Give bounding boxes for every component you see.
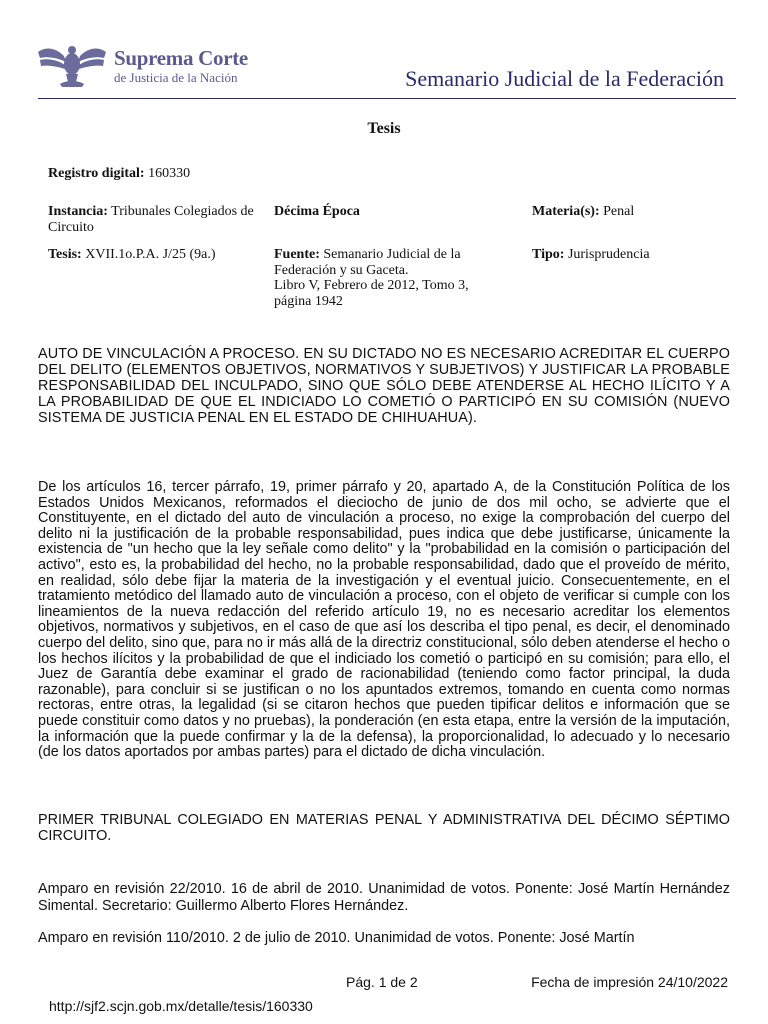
scjn-logo	[36, 42, 276, 92]
tesis-label: Tesis:	[48, 247, 82, 262]
source-url-link[interactable]: http://sjf2.scjn.gob.mx/detalle/tesis/160330	[49, 998, 313, 1014]
print-date: Fecha de impresión 24/10/2022	[531, 974, 728, 990]
tesis-rubro: AUTO DE VINCULACIÓN A PROCESO. EN SU DICTADO NO ES NECESARIO ACREDITAR EL CUERPO DEL DELITO (ELEMENTOS OBJETIVOS, NORMATIVOS Y SUBJETIVOS) Y JUSTIFICAR LA PROBABLE RESPONSABILIDAD DEL INCULPADO, SINO QUE SÓLO DEBE ATENDERSE AL HECHO ILÍCITO Y A LA PROBABILIDAD DE QUE EL INDICIADO LO COMETIÓ O PARTICIPÓ EN SU COMISIÓN (NUEVO SISTEMA DE JUSTICIA PENAL EN EL ESTADO DE CHIHUAHUA).	[38, 346, 730, 426]
fuente-value-detail: Libro V, Febrero de 2012, Tomo 3, página 1942	[274, 278, 469, 309]
tesis-number	[48, 247, 215, 263]
eagle-emblem-icon	[36, 42, 108, 88]
registro-label: Registro digital:	[48, 166, 145, 181]
instancia-value: Tribunales Colegiados de Circuito	[48, 204, 254, 235]
logo-title: Suprema Corte	[114, 46, 248, 70]
precedent-item: Amparo en revisión 22/2010. 16 de abril de 2010. Unanimidad de votos. Ponente: José Martín Hernández Simental. Secretario: Guillermo Alberto Flores Hernández.	[38, 881, 730, 914]
tesis-value: XVII.1o.P.A. J/25 (9a.)	[85, 247, 216, 262]
epoca-label: Décima Época	[274, 204, 360, 219]
logo-subtitle: de Justicia de la Nación	[114, 70, 238, 85]
materia-value: Penal	[603, 204, 635, 219]
tipo	[532, 247, 650, 263]
fuente	[274, 247, 500, 309]
header-divider	[38, 98, 736, 99]
site-title: Semanario Judicial de la Federación	[405, 66, 724, 91]
tipo-value: Jurisprudencia	[567, 247, 650, 262]
epoca	[274, 204, 360, 220]
document-title: Tesis	[367, 120, 401, 137]
precedent-item: Amparo en revisión 110/2010. 2 de julio de 2010. Unanimidad de votos. Ponente: José Martín	[38, 930, 635, 946]
page-number: Pág. 1 de 2	[346, 974, 418, 990]
tipo-label: Tipo:	[532, 247, 565, 262]
registro-value: 160330	[148, 166, 191, 181]
materia	[532, 204, 634, 220]
instancia	[48, 204, 264, 235]
tesis-body: De los artículos 16, tercer párrafo, 19, primer párrafo y 20, apartado A, de la Constitución Política de los Estados Unidos Mexicanos, reformados el dieciocho de junio de dos mil ocho, se advierte que el Constituyente, en el dictado del auto de vinculación a proceso, no exige la comprobación del cuerpo del delito ni la justificación de la probable responsabilidad, pues indica que debe justificarse, únicamente la existencia de "un hecho que la ley señale como delito" y la "probabilidad en la comisión o participación del activo", esto es, la probabilidad del hecho, no la probable responsabilidad, dado que el proveído de mérito, en realidad, sólo debe fijar la materia de la investigación y el eventual juicio. Consecuentemente, en el tratamiento metódico del llamado auto de vinculación a proceso, con el objeto de verificar si cumple con los lineamientos de la nueva redacción del referido artículo 19, no es necesario acreditar los elementos objetivos, normativos y subjetivos, en el caso de que así los describa el tipo penal, es decir, el denominado cuerpo del delito, sino que, para no ir más allá de la directriz constitucional, sólo deben atenderse el hecho o los hechos ilícitos y la probabilidad de que el indiciado los cometió o participó en su comisión; para ello, el Juez de Garantía debe examinar el grado de racionabilidad (teniendo como factor principal, la duda razonable), para concluir si se justifican o no los apuntados extremos, tomando en cuenta como normas rectoras, entre otras, la legalidad (si se citaron hechos que pueden tipificar delitos e información que se puede constituir como datos y no pruebas), la ponderación (en esta etapa, entre la versión de la imputación, la información que la puede confirmar y la de la defensa), la proporcionalidad, lo adecuado y lo necesario (de los datos aportados por ambas partes) para el dictado de dicha vinculación.	[38, 479, 730, 761]
materia-label: Materia(s):	[532, 204, 600, 219]
registro-digital	[48, 166, 190, 182]
tribunal-name: PRIMER TRIBUNAL COLEGIADO EN MATERIAS PENAL Y ADMINISTRATIVA DEL DÉCIMO SÉPTIMO CIRCUITO.	[38, 812, 730, 844]
instancia-label: Instancia:	[48, 204, 108, 219]
fuente-label: Fuente:	[274, 247, 320, 262]
fuente-value: Semanario Judicial de la Federación y su Gaceta.	[274, 247, 461, 278]
